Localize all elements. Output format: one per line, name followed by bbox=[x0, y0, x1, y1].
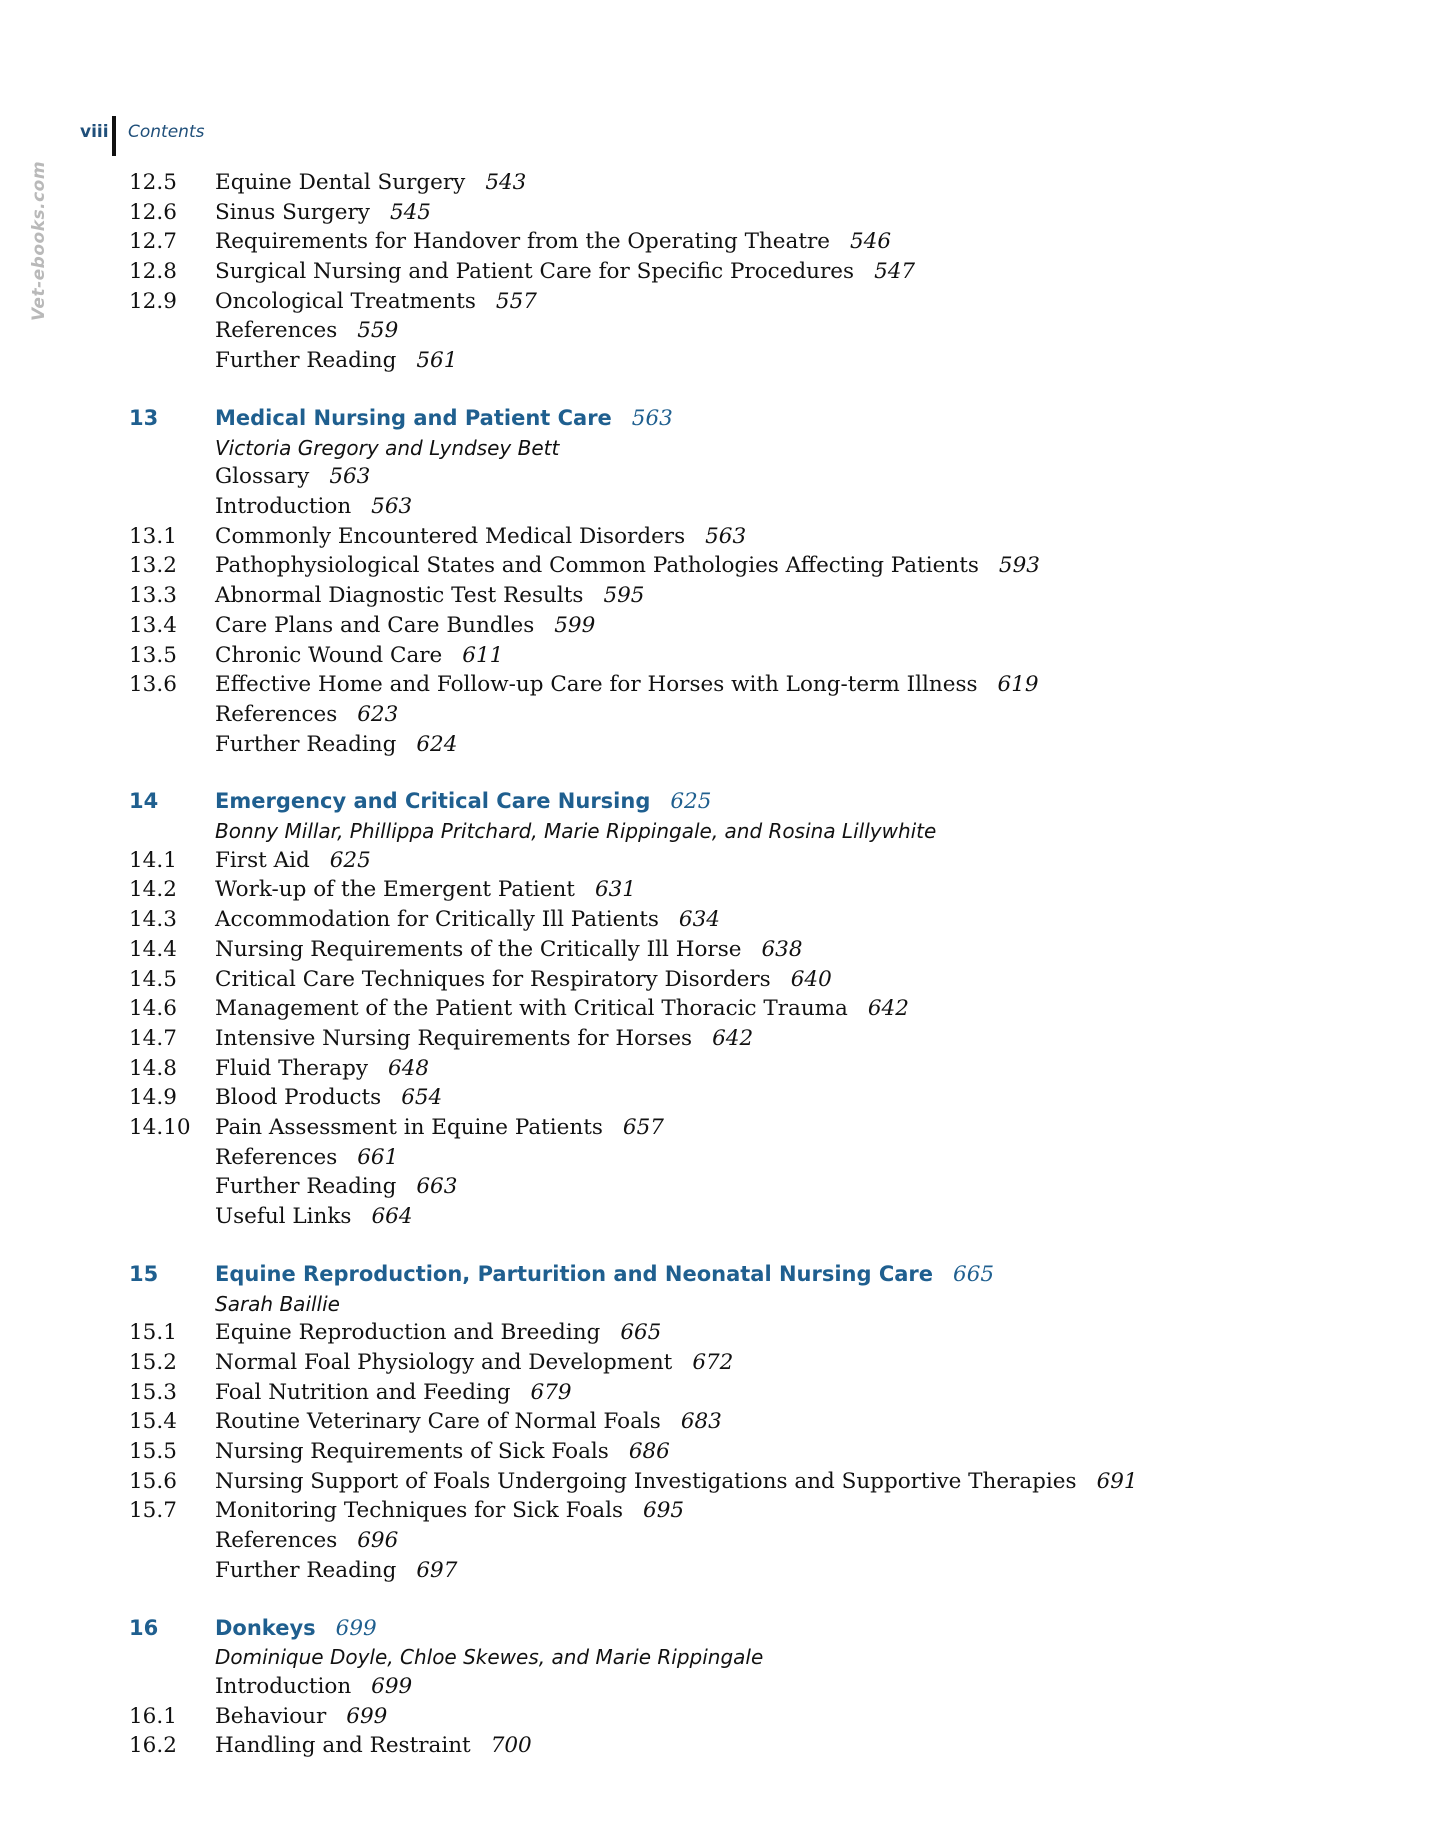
entry-text bbox=[215, 641, 503, 671]
page-reference: 543 bbox=[485, 170, 527, 195]
page-reference: 679 bbox=[530, 1380, 572, 1405]
section-number: 16.1 bbox=[129, 1704, 177, 1729]
chapter-title: Equine Reproduction, Parturition and Neonatal Nursing Care bbox=[215, 1262, 934, 1286]
page-reference: 593 bbox=[998, 553, 1040, 578]
section-title: References bbox=[215, 1528, 338, 1553]
chapter-number: 13 bbox=[129, 406, 159, 430]
page-reference: 561 bbox=[416, 348, 458, 373]
page-reference: 696 bbox=[357, 1528, 399, 1553]
entry-text bbox=[215, 551, 1040, 581]
section-title: Nursing Requirements of the Critically Ill Horse bbox=[215, 937, 742, 962]
page-reference: 697 bbox=[416, 1558, 458, 1583]
section-title: Monitoring Techniques for Sick Foals bbox=[215, 1498, 624, 1523]
section-number: 15.7 bbox=[129, 1498, 177, 1523]
entry-text bbox=[215, 1556, 457, 1586]
section-number: 12.8 bbox=[129, 259, 177, 284]
chapter-number: 15 bbox=[129, 1262, 159, 1286]
entry-text bbox=[215, 700, 398, 730]
page-reference: 654 bbox=[401, 1085, 443, 1110]
toc-section-row bbox=[0, 1378, 1445, 1408]
section-number: 12.5 bbox=[129, 170, 177, 195]
page-reference: 695 bbox=[643, 1498, 685, 1523]
page-reference: 686 bbox=[628, 1439, 670, 1464]
toc-section-row bbox=[0, 875, 1445, 905]
section-title: First Aid bbox=[215, 848, 310, 873]
page-reference: 691 bbox=[1096, 1469, 1138, 1494]
toc-section-row bbox=[0, 994, 1445, 1024]
toc-section-row bbox=[0, 1024, 1445, 1054]
section-title: Further Reading bbox=[215, 348, 397, 373]
section-title: Requirements for Handover from the Operating Theatre bbox=[215, 229, 830, 254]
page-reference: 642 bbox=[712, 1026, 754, 1051]
section-title: Intensive Nursing Requirements for Horses bbox=[215, 1026, 693, 1051]
page-reference: 611 bbox=[462, 643, 504, 668]
toc-section-row bbox=[0, 1054, 1445, 1084]
entry-text bbox=[215, 227, 891, 257]
toc-section-row bbox=[0, 1318, 1445, 1348]
toc-section-row bbox=[0, 551, 1445, 581]
entry-text bbox=[215, 1259, 994, 1290]
section-number: 12.9 bbox=[129, 289, 177, 314]
author-names: Dominique Doyle, Chloe Skewes, and Marie Rippingale bbox=[215, 1645, 764, 1669]
chapter-authors bbox=[0, 433, 1445, 463]
page-reference: 625 bbox=[670, 789, 712, 814]
page-reference: 699 bbox=[335, 1616, 377, 1641]
section-title: Further Reading bbox=[215, 1558, 397, 1583]
section-number: 15.6 bbox=[129, 1469, 177, 1494]
entry-text bbox=[215, 1172, 457, 1202]
entry-text bbox=[215, 1496, 684, 1526]
author-line bbox=[215, 433, 559, 463]
author-line bbox=[215, 1642, 763, 1672]
author-names: Sarah Baillie bbox=[215, 1292, 340, 1316]
entry-text bbox=[215, 1113, 664, 1143]
section-number: 14.10 bbox=[129, 1115, 191, 1140]
toc-chapter-row bbox=[0, 403, 1445, 433]
toc-section-row bbox=[0, 1348, 1445, 1378]
chapter-authors bbox=[0, 816, 1445, 846]
section-title: Further Reading bbox=[215, 732, 397, 757]
header-divider bbox=[112, 116, 116, 156]
entry-text bbox=[215, 1526, 398, 1556]
author-names: Bonny Millar, Phillippa Pritchard, Marie Rippingale, and Rosina Lillywhite bbox=[215, 819, 937, 843]
entry-text bbox=[215, 168, 526, 198]
entry-text bbox=[215, 198, 431, 228]
section-title: References bbox=[215, 702, 338, 727]
chapter-authors bbox=[0, 1289, 1445, 1319]
section-number: 13.1 bbox=[129, 524, 177, 549]
section-title: Effective Home and Follow-up Care for Horses with Long-term Illness bbox=[215, 672, 978, 697]
section-number: 13.2 bbox=[129, 553, 177, 578]
section-number: 14.3 bbox=[129, 907, 177, 932]
section-title: Care Plans and Care Bundles bbox=[215, 613, 535, 638]
entry-text bbox=[215, 1054, 429, 1084]
page-reference: 672 bbox=[692, 1350, 734, 1375]
toc-section-row bbox=[0, 462, 1445, 492]
section-title: Work-up of the Emergent Patient bbox=[215, 877, 575, 902]
toc-section-row bbox=[0, 1556, 1445, 1586]
section-title: Critical Care Techniques for Respiratory Disorders bbox=[215, 967, 771, 992]
running-title: Contents bbox=[128, 122, 205, 142]
section-title: Management of the Patient with Critical Thoracic Trauma bbox=[215, 996, 848, 1021]
entry-text bbox=[215, 1672, 412, 1702]
page-reference: 563 bbox=[371, 494, 413, 519]
section-title: Oncological Treatments bbox=[215, 289, 476, 314]
toc-section-row bbox=[0, 1083, 1445, 1113]
page-number: viii bbox=[80, 122, 109, 142]
page-reference: 699 bbox=[346, 1704, 388, 1729]
entry-text bbox=[215, 522, 746, 552]
section-title: Foal Nutrition and Feeding bbox=[215, 1380, 511, 1405]
section-title: Handling and Restraint bbox=[215, 1733, 471, 1758]
section-title: Surgical Nursing and Patient Care for Specific Procedures bbox=[215, 259, 855, 284]
page-reference: 624 bbox=[416, 732, 458, 757]
page-reference: 665 bbox=[620, 1320, 662, 1345]
section-number: 15.5 bbox=[129, 1439, 177, 1464]
toc-section-row bbox=[0, 1672, 1445, 1702]
section-number: 14.9 bbox=[129, 1085, 177, 1110]
page-reference: 634 bbox=[678, 907, 720, 932]
toc-section-row bbox=[0, 965, 1445, 995]
toc-section-row bbox=[0, 1467, 1445, 1497]
toc-chapter-row bbox=[0, 786, 1445, 816]
section-title: Useful Links bbox=[215, 1204, 352, 1229]
chapter-title: Emergency and Critical Care Nursing bbox=[215, 789, 651, 813]
section-number: 12.7 bbox=[129, 229, 177, 254]
chapter-number: 16 bbox=[129, 1616, 159, 1640]
section-number: 14.5 bbox=[129, 967, 177, 992]
section-title: Glossary bbox=[215, 464, 310, 489]
toc-section-row bbox=[0, 1143, 1445, 1173]
toc-section-row bbox=[0, 522, 1445, 552]
author-names: Victoria Gregory and Lyndsey Bett bbox=[215, 436, 560, 460]
entry-text bbox=[215, 994, 909, 1024]
section-title: Behaviour bbox=[215, 1704, 327, 1729]
page-reference: 642 bbox=[867, 996, 909, 1021]
toc-section-row bbox=[0, 257, 1445, 287]
page-reference: 625 bbox=[329, 848, 371, 873]
section-title: Equine Reproduction and Breeding bbox=[215, 1320, 601, 1345]
entry-text bbox=[215, 1318, 661, 1348]
page-reference: 663 bbox=[416, 1174, 458, 1199]
section-number: 14.8 bbox=[129, 1056, 177, 1081]
entry-text bbox=[215, 1702, 387, 1732]
section-title: Normal Foal Physiology and Development bbox=[215, 1350, 673, 1375]
toc-section-row bbox=[0, 581, 1445, 611]
entry-text bbox=[215, 730, 457, 760]
toc-section-row bbox=[0, 641, 1445, 671]
section-title: Fluid Therapy bbox=[215, 1056, 369, 1081]
page-reference: 661 bbox=[357, 1145, 399, 1170]
section-number: 14.1 bbox=[129, 848, 177, 873]
page-reference: 557 bbox=[495, 289, 537, 314]
watermark-text: Vet-ebooks.com bbox=[29, 160, 49, 321]
page-reference: 599 bbox=[554, 613, 596, 638]
entry-text bbox=[215, 1613, 377, 1644]
page-reference: 648 bbox=[388, 1056, 430, 1081]
section-number: 14.6 bbox=[129, 996, 177, 1021]
entry-text bbox=[215, 462, 370, 492]
toc-section-row bbox=[0, 670, 1445, 700]
toc-section-row bbox=[0, 1526, 1445, 1556]
page-reference: 619 bbox=[997, 672, 1039, 697]
section-number: 13.6 bbox=[129, 672, 177, 697]
toc-section-row bbox=[0, 316, 1445, 346]
toc-section-row bbox=[0, 198, 1445, 228]
toc-section-row bbox=[0, 730, 1445, 760]
toc-section-row bbox=[0, 168, 1445, 198]
toc-section-row bbox=[0, 1407, 1445, 1437]
entry-text bbox=[215, 875, 636, 905]
entry-text bbox=[215, 403, 673, 434]
section-title: References bbox=[215, 1145, 338, 1170]
toc-section-row bbox=[0, 346, 1445, 376]
author-line bbox=[215, 816, 936, 846]
toc-section-row bbox=[0, 492, 1445, 522]
entry-text bbox=[215, 846, 371, 876]
section-number: 15.1 bbox=[129, 1320, 177, 1345]
section-title: Commonly Encountered Medical Disorders bbox=[215, 524, 686, 549]
page-reference: 699 bbox=[371, 1674, 413, 1699]
entry-text bbox=[215, 1143, 398, 1173]
toc-chapter-row bbox=[0, 1259, 1445, 1289]
section-number: 13.3 bbox=[129, 583, 177, 608]
page-reference: 545 bbox=[389, 200, 431, 225]
page-reference: 563 bbox=[631, 406, 673, 431]
entry-text bbox=[215, 316, 398, 346]
toc-chapter-row bbox=[0, 1613, 1445, 1643]
section-number: 14.4 bbox=[129, 937, 177, 962]
page-reference: 559 bbox=[357, 318, 399, 343]
page-reference: 563 bbox=[705, 524, 747, 549]
section-number: 13.5 bbox=[129, 643, 177, 668]
section-number: 12.6 bbox=[129, 200, 177, 225]
entry-text bbox=[215, 581, 644, 611]
section-title: Introduction bbox=[215, 494, 352, 519]
page-reference: 700 bbox=[490, 1733, 532, 1758]
toc-section-row bbox=[0, 1202, 1445, 1232]
toc-section-row bbox=[0, 1172, 1445, 1202]
page-reference: 563 bbox=[329, 464, 371, 489]
section-title: Routine Veterinary Care of Normal Foals bbox=[215, 1409, 661, 1434]
entry-text bbox=[215, 1378, 572, 1408]
toc-section-row bbox=[0, 1113, 1445, 1143]
page-reference: 683 bbox=[680, 1409, 722, 1434]
entry-text bbox=[215, 905, 720, 935]
entry-text bbox=[215, 611, 595, 641]
page-reference: 640 bbox=[790, 967, 832, 992]
section-number: 16.2 bbox=[129, 1733, 177, 1758]
page-reference: 657 bbox=[622, 1115, 664, 1140]
entry-text bbox=[215, 287, 537, 317]
toc-section-row bbox=[0, 1702, 1445, 1732]
page-reference: 547 bbox=[874, 259, 916, 284]
entry-text bbox=[215, 1467, 1138, 1497]
section-number: 13.4 bbox=[129, 613, 177, 638]
entry-text bbox=[215, 1348, 733, 1378]
section-number: 15.3 bbox=[129, 1380, 177, 1405]
toc-section-row bbox=[0, 287, 1445, 317]
toc-section-row bbox=[0, 935, 1445, 965]
section-title: Pain Assessment in Equine Patients bbox=[215, 1115, 603, 1140]
entry-text bbox=[215, 786, 711, 817]
section-number: 15.4 bbox=[129, 1409, 177, 1434]
toc-section-row bbox=[0, 846, 1445, 876]
section-title: Abnormal Diagnostic Test Results bbox=[215, 583, 584, 608]
chapter-title: Medical Nursing and Patient Care bbox=[215, 406, 612, 430]
section-number: 14.7 bbox=[129, 1026, 177, 1051]
entry-text bbox=[215, 935, 803, 965]
toc-section-row bbox=[0, 905, 1445, 935]
section-title: Accommodation for Critically Ill Patients bbox=[215, 907, 659, 932]
page-reference: 631 bbox=[594, 877, 636, 902]
page-reference: 638 bbox=[761, 937, 803, 962]
section-title: Nursing Requirements of Sick Foals bbox=[215, 1439, 609, 1464]
entry-text bbox=[215, 1202, 413, 1232]
chapter-authors bbox=[0, 1642, 1445, 1672]
section-title: References bbox=[215, 318, 338, 343]
entry-text bbox=[215, 1407, 722, 1437]
chapter-title: Donkeys bbox=[215, 1616, 316, 1640]
toc-section-row bbox=[0, 1437, 1445, 1467]
section-number: 14.2 bbox=[129, 877, 177, 902]
entry-text bbox=[215, 346, 457, 376]
toc-section-row bbox=[0, 227, 1445, 257]
toc-section-row bbox=[0, 700, 1445, 730]
entry-text bbox=[215, 670, 1039, 700]
section-number: 15.2 bbox=[129, 1350, 177, 1375]
section-title: Further Reading bbox=[215, 1174, 397, 1199]
entry-text bbox=[215, 1024, 753, 1054]
section-title: Pathophysiological States and Common Pathologies Affecting Patients bbox=[215, 553, 979, 578]
toc-section-row bbox=[0, 611, 1445, 641]
entry-text bbox=[215, 1731, 532, 1761]
entry-text bbox=[215, 965, 832, 995]
toc-section-row bbox=[0, 1496, 1445, 1526]
page-reference: 665 bbox=[953, 1262, 995, 1287]
author-line bbox=[215, 1289, 340, 1319]
page-reference: 623 bbox=[357, 702, 399, 727]
section-title: Blood Products bbox=[215, 1085, 382, 1110]
entry-text bbox=[215, 492, 412, 522]
entry-text bbox=[215, 1437, 670, 1467]
toc-section-row bbox=[0, 1731, 1445, 1761]
page-reference: 595 bbox=[603, 583, 645, 608]
section-title: Nursing Support of Foals Undergoing Investigations and Supportive Therapies bbox=[215, 1469, 1077, 1494]
section-title: Chronic Wound Care bbox=[215, 643, 443, 668]
page-reference: 546 bbox=[849, 229, 892, 254]
entry-text bbox=[215, 257, 915, 287]
page-reference: 664 bbox=[371, 1204, 413, 1229]
section-title: Sinus Surgery bbox=[215, 200, 370, 225]
section-title: Introduction bbox=[215, 1674, 352, 1699]
chapter-number: 14 bbox=[129, 789, 159, 813]
entry-text bbox=[215, 1083, 442, 1113]
section-title: Equine Dental Surgery bbox=[215, 170, 466, 195]
